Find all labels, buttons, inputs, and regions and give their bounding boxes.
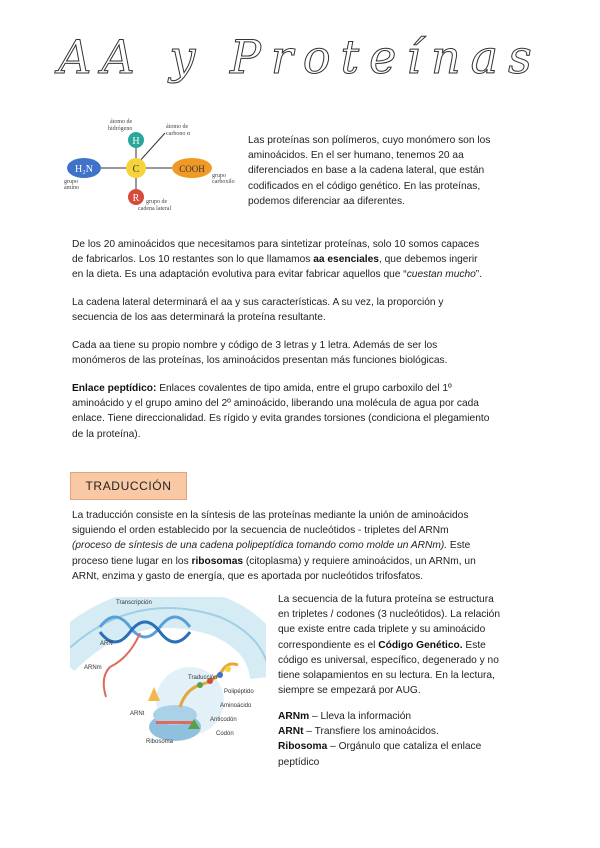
arn-label: ARN <box>100 641 113 647</box>
page-title: AA y Proteínas <box>58 30 542 84</box>
ribosome-label: Ribosoma <box>146 739 174 745</box>
peptide-bond-paragraph: Enlace peptídico: Enlaces covalentes de tipo amida, entre el grupo carboxilo del 1º aminoácido y el grupo amino del 2º aminoácido, liberando una molécula de agua por cada enlace. Tiene direccionalidad. Es rígido y evita grandes torsiones (condiciona el plegamiento de la proteína). <box>72 383 490 440</box>
carbon-text: C <box>132 164 140 175</box>
def-arnm: ARNm – Lleva la información <box>278 711 412 722</box>
atom-c-label: átomo de carbono α <box>166 124 190 137</box>
genetic-code-paragraph: La secuencia de la futura proteína se estructura en tripletes / codones (3 nucleótidos). La relación que existe entre cada triplete y su aminoácido correspondiente es el Código Genético. Este código es universal, específico, degenerado y no tiene solapamientos en su lectura. En la lectura, siempre se empezará por AUG. <box>278 594 500 697</box>
carboxyl-text: COOH <box>179 164 205 174</box>
amino-label: Aminoácido <box>220 703 252 709</box>
codes-paragraph: Cada aa tiene su propio nombre y código de 3 letras y 1 letra. Además de ser los monómeros de las proteínas, los aminoácidos presentan más funciones biológicas. <box>72 340 448 367</box>
amino-label: grupo amino <box>64 179 79 191</box>
side-chain-paragraph: La cadena lateral determinará el aa y sus características. A su vez, la proporción y secuencia de los aas determinará la proteína resultante. <box>72 297 444 324</box>
amino-acid-diagram <box>60 115 240 225</box>
r-group-text: R <box>132 193 140 204</box>
amino-group-text: H₂N <box>75 164 93 175</box>
anticodon-label: Anticodón <box>210 717 237 723</box>
def-ribosoma: Ribosoma – Orgánulo que cataliza el enlace <box>278 741 482 753</box>
essential-aa-paragraph: De los 20 aminoácidos que necesitamos para sintetizar proteínas, solo 10 somos capaces de fabricarlos. Los 10 restantes son lo que llamamos aa esenciales, que debemos ingerir en la dieta. Es una adaptación evolutiva para evitar fabricar aquellos que “cuestan mucho”. <box>72 239 483 281</box>
section-translation-button[interactable]: TRADUCCIÓN <box>70 472 187 500</box>
intro-text: Las proteínas son polímeros, cuyo monómero son los aminoácidos. En el ser humano, tenemos 20 aa diferenciados en base a la cadena lateral, que están codificados en el código genético. En las proteínas, podemos diferenciar aa diferentes. <box>248 135 491 207</box>
translation-label: Traducción <box>188 675 218 681</box>
hydrogen-text: H <box>132 136 140 147</box>
def-arnt: ARNt – Transfiere los aminoácidos. <box>278 726 439 738</box>
carboxyl-label: grupo carboxilo <box>212 173 235 185</box>
arnm-label: ARNm <box>84 665 102 671</box>
polypeptide-label: Polipéptido <box>224 689 254 695</box>
transcription-label: Transcripción <box>116 600 152 606</box>
codon-label: Codón <box>216 731 234 737</box>
definitions-list: ARNm – Lleva la información ARNt – Transfiere los aminoácidos. Ribosoma – Orgánulo que cataliza el enlace peptídico <box>278 709 530 770</box>
r-group-label: grupo de cadena lateral <box>138 199 172 212</box>
atom-h-label: átomo de hidrógeno <box>108 119 133 132</box>
translation-paragraph: La traducción consiste en la síntesis de las proteínas mediante la unión de aminoácidos siguiendo el orden establecido por la secuencia de nucleótidos - tripletes del ARNm (proceso de síntesis de una cadena polipeptídica tomando como molde un ARNm). Este proceso tiene lugar en los ribosomas (citoplasma) y requiere aminoácidos, un ARNm, un ARNt, enzima y gasto de energía, que es aportada por nucleótidos trifosfatos. <box>72 510 476 582</box>
translation-illustration <box>70 597 266 749</box>
arnt-label: ARNt <box>130 711 145 717</box>
